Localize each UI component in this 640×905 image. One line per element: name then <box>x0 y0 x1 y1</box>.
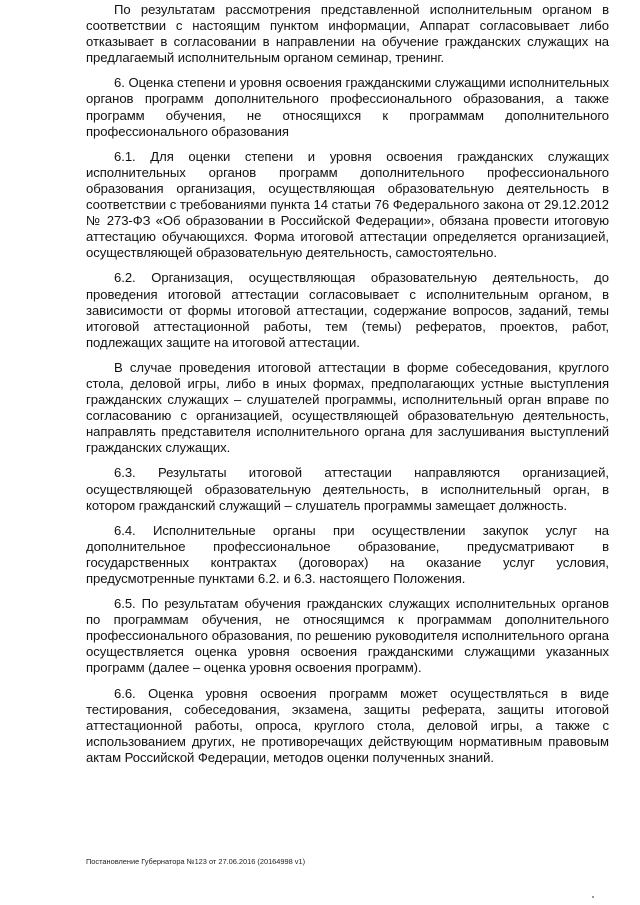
paragraph-6-1: 6.1. Для оценки степени и уровня освоения гражданских служащих исполнительных органов программ дополнительного профессионального образования организация, осуществляющая образовательную деятельность в соответствии с требованиями пункта 14 статьи 76 Федерального закона от 29.12.2012 № 273-ФЗ «Об образовании в Российской Федерации», обязана провести итоговую аттестацию обучающихся. Форма итоговой аттестации определяется организацией, осуществляющей образовательную деятельность, самостоятельно. <box>86 148 609 261</box>
paragraph-oral-attestation: В случае проведения итоговой аттестации в форме собеседования, круглого стола, деловой игры, либо в иных формах, предполагающих устные выступления гражданских служащих – слушателей программы, исполнительный орган вправе по согласованию с организацией, осуществляющей образовательную деятельность, направлять представителя исполнительного органа для заслушивания выступлений гражданских служащих. <box>86 359 609 456</box>
paragraph-6-3: 6.3. Результаты итоговой аттестации направляются организацией, осуществляющей образовательную деятельность, в исполнительный орган, в котором гражданский служащий – слушатель программы замещает должность. <box>86 465 609 513</box>
document-page <box>86 2 609 775</box>
paragraph-6-5: 6.5. По результатам обучения гражданских служащих исполнительных органов по программам обучения, не относящимся к программам дополнительного профессионального образования, по решению руководителя исполнительного органа осуществляется оценка уровня освоения гражданскими служащими указанных программ (далее – оценка уровня освоения программ). <box>86 596 609 676</box>
paragraph-approval-result: По результатам рассмотрения представленной исполнительным органом в соответствии с настоящим пунктом информации, Аппарат согласовывает либо отказывает в согласовании в направлении на обучение гражданских служащих на предлагаемый исполнительным органом семинар, тренинг. <box>86 2 609 66</box>
document-footer: Постановление Губернатора №123 от 27.06.2016 (20164998 v1) <box>86 857 306 866</box>
paragraph-6-6: 6.6. Оценка уровня освоения программ может осуществляться в виде тестирования, собеседования, экзамена, защиты реферата, защиты итоговой аттестационной работы, опроса, круглого стола, деловой игры, а также с использованием других, не противоречащих действующим нормативным правовым актам Российской Федерации, методов оценки полученных знаний. <box>86 685 609 765</box>
scan-speck <box>592 896 594 898</box>
paragraph-6-2: 6.2. Организация, осуществляющая образовательную деятельность, до проведения итоговой аттестации согласовывает с исполнительным органом, в зависимости от формы итоговой аттестации, содержание вопросов, заданий, темы итоговой аттестационной работы, тем (темы) рефератов, проектов, работ, подлежащих защите на итоговой аттестации. <box>86 270 609 350</box>
paragraph-6-4: 6.4. Исполнительные органы при осуществлении закупок услуг на дополнительное профессиональное образование, предусматривают в государственных контрактах (договорах) на оказание услуг условия, предусмотренные пунктами 6.2. и 6.3. настоящего Положения. <box>86 522 609 586</box>
section-heading-6: 6. Оценка степени и уровня освоения гражданскими служащими исполнительных органов программ дополнительного профессионального образования, а также программ обучения, не относящихся к программам дополнительного профессионального образования <box>86 75 609 139</box>
